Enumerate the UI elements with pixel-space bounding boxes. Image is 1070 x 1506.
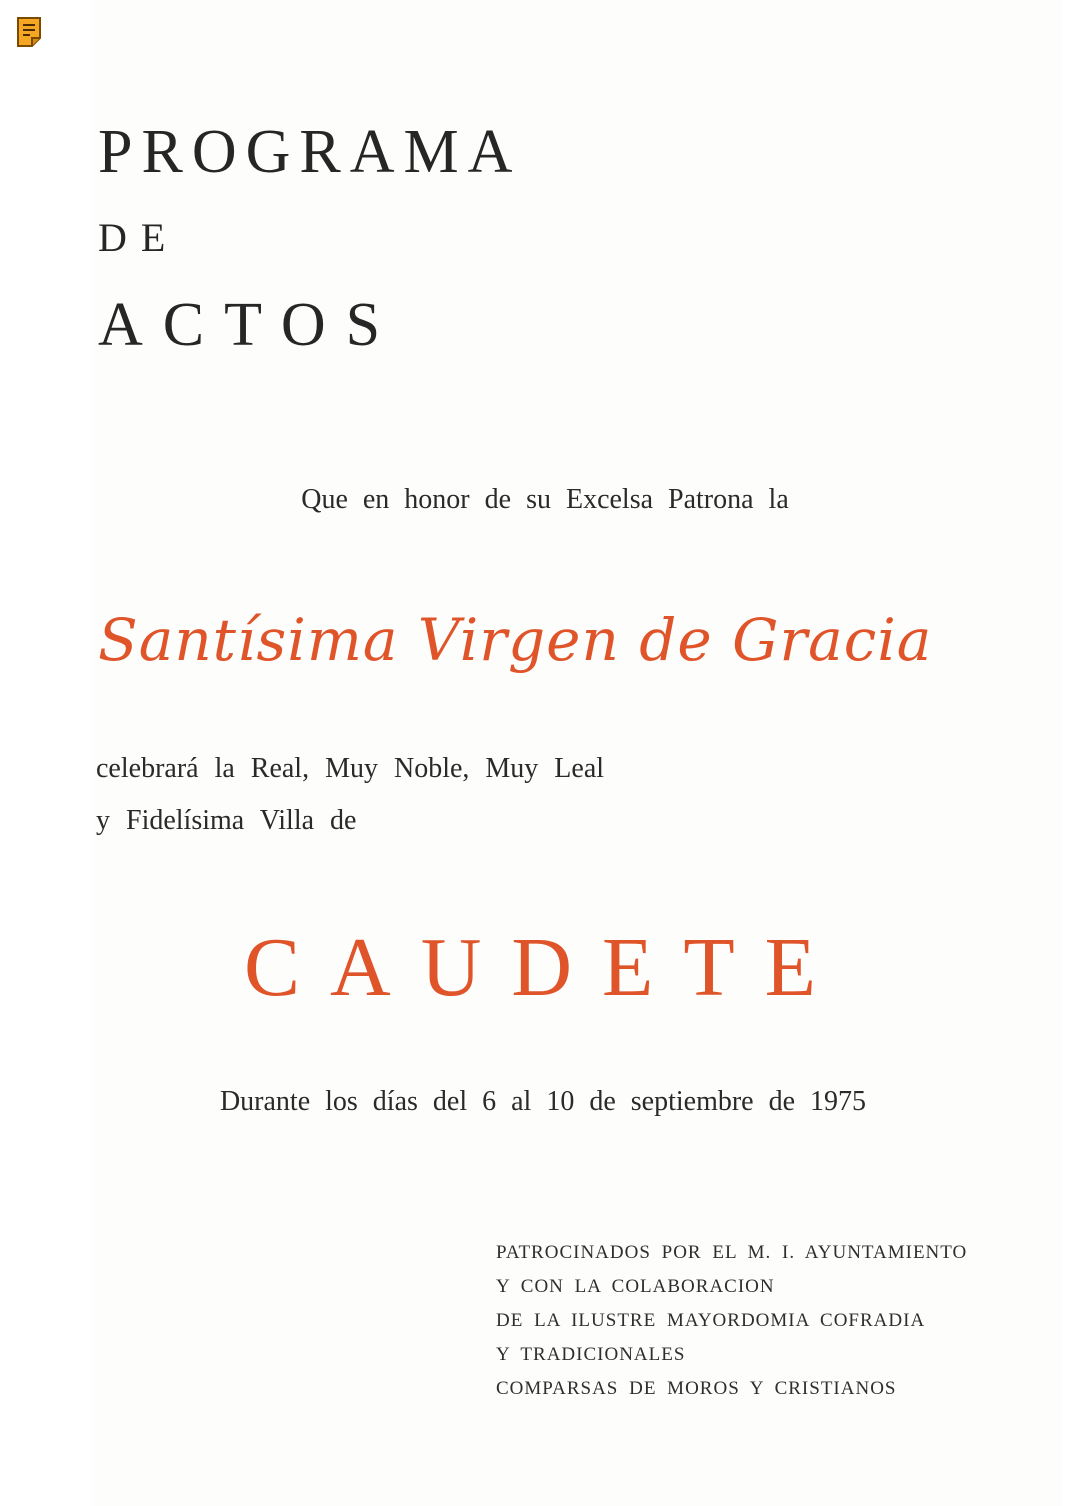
heading-programa: PROGRAMA	[98, 118, 522, 186]
sponsor-line: COMPARSAS DE MOROS Y CRISTIANOS	[496, 1378, 897, 1399]
town-name: CAUDETE	[244, 921, 846, 1014]
festival-dates: Durante los días del 6 al 10 de septiembre de 1975	[219, 1086, 867, 1117]
sponsor-line: DE LA ILUSTRE MAYORDOMIA COFRADIA	[496, 1310, 926, 1331]
sponsor-line: Y TRADICIONALES	[496, 1344, 686, 1365]
heading-de: DE	[98, 215, 180, 260]
sponsor-line: PATROCINADOS POR EL M. I. AYUNTAMIENTO	[496, 1242, 968, 1263]
heading-actos: ACTOS	[98, 291, 401, 359]
sponsor-line: Y CON LA COLABORACION	[496, 1276, 775, 1297]
villa-line-2: y Fidelísima Villa de	[96, 805, 357, 836]
patron-title: Santísima Virgen de Gracia	[98, 606, 933, 674]
sponsors-block	[496, 1236, 967, 1406]
note-icon[interactable]	[16, 16, 44, 48]
intro-text: Que en honor de su Excelsa Patrona la	[301, 484, 789, 515]
villa-line-1: celebrará la Real, Muy Noble, Muy Leal	[96, 753, 605, 784]
